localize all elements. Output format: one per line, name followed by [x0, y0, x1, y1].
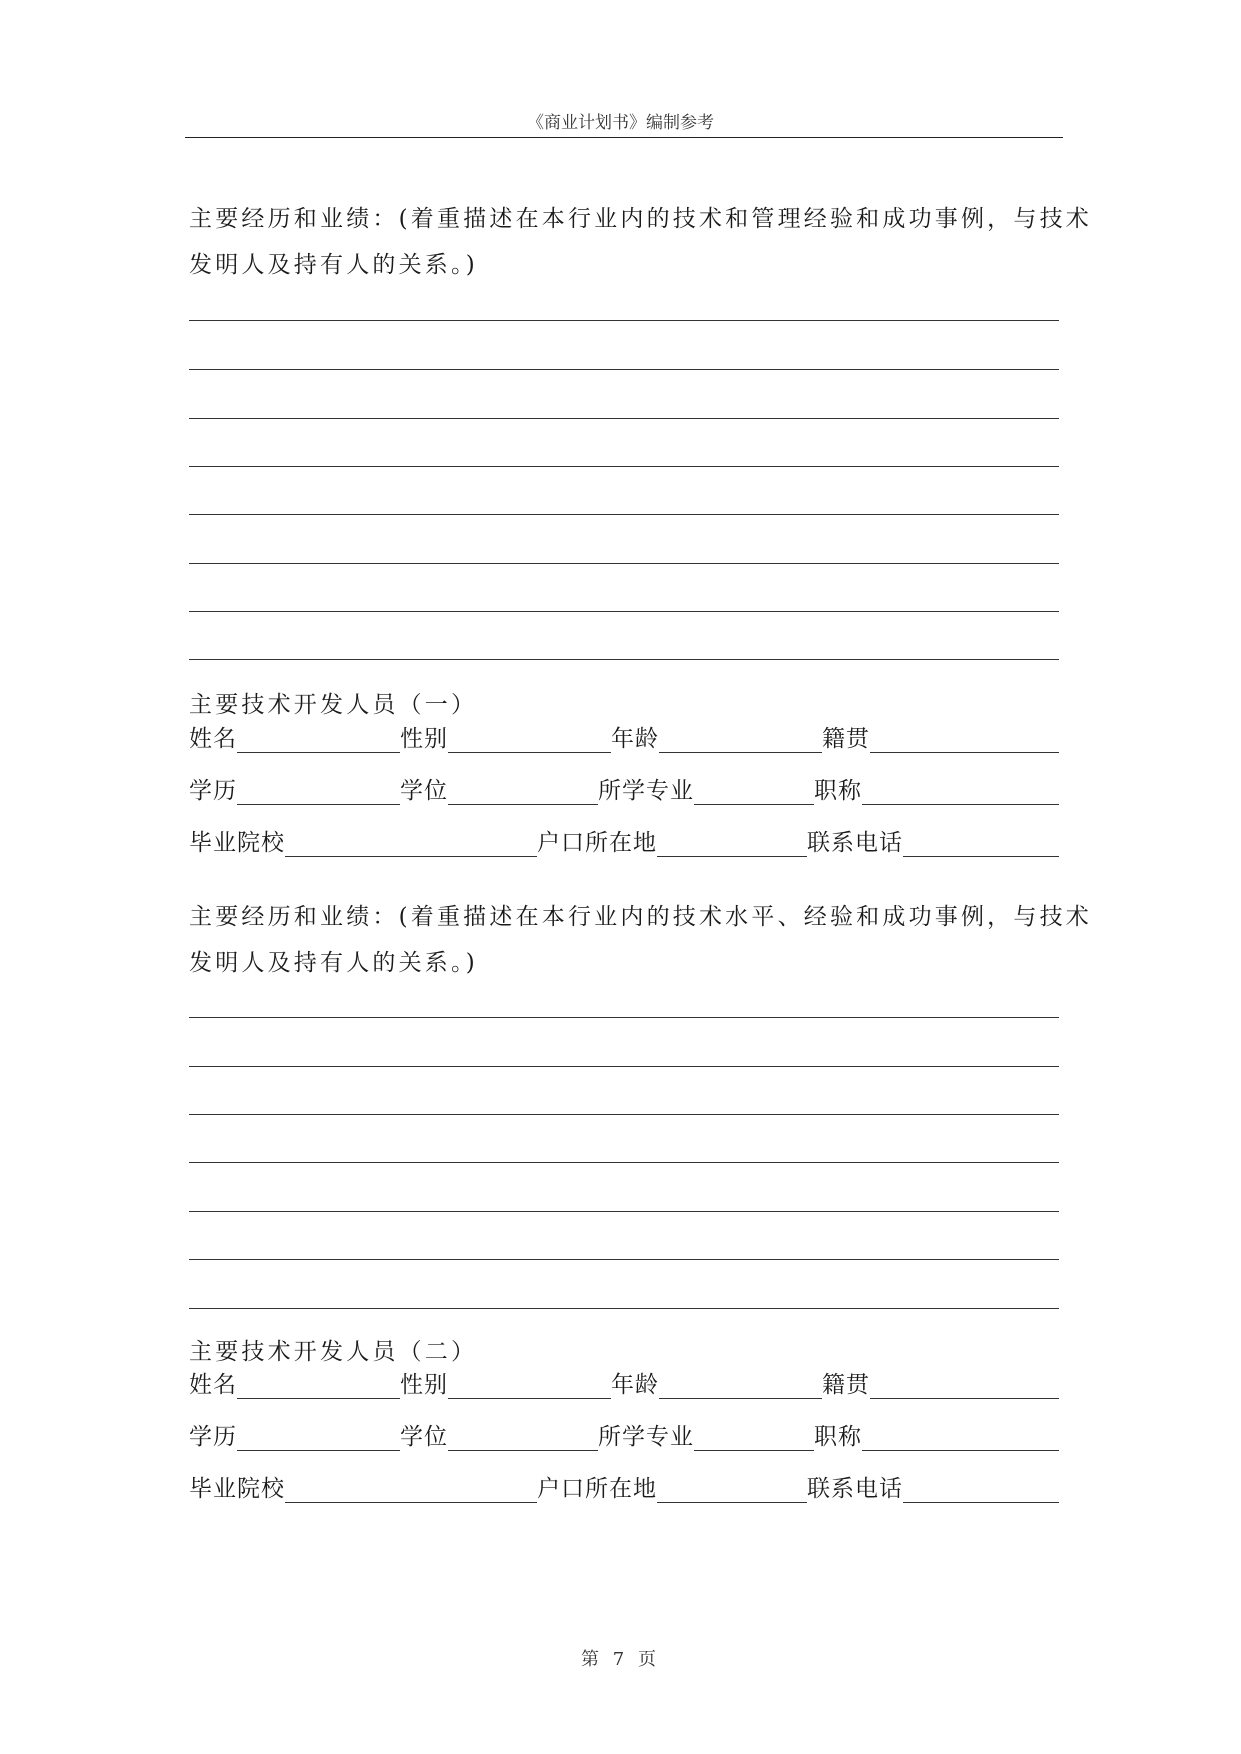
title-field[interactable] [862, 1420, 1059, 1451]
blank-writing-line[interactable] [189, 1066, 1059, 1067]
header-divider [185, 137, 1063, 138]
blank-writing-line[interactable] [189, 418, 1059, 419]
degree-field[interactable] [448, 1420, 598, 1451]
blank-writing-line[interactable] [189, 563, 1059, 564]
label-gender: 性别 [400, 726, 448, 752]
blank-writing-line[interactable] [189, 659, 1059, 660]
origin-field[interactable] [870, 1368, 1059, 1399]
label-major: 所学专业 [598, 778, 694, 804]
label-school: 毕业院校 [189, 830, 285, 856]
label-education: 学历 [189, 778, 237, 804]
dev1-heading: 主要技术开发人员（一） [189, 692, 478, 718]
major-field[interactable] [694, 1420, 814, 1451]
blank-writing-line[interactable] [189, 1114, 1059, 1115]
age-field[interactable] [659, 722, 822, 753]
label-degree: 学位 [400, 1424, 448, 1450]
education-field[interactable] [237, 1420, 400, 1451]
label-phone: 联系电话 [807, 1476, 903, 1502]
label-major: 所学专业 [598, 1424, 694, 1450]
phone-field[interactable] [903, 826, 1059, 857]
label-gender: 性别 [400, 1372, 448, 1398]
blank-writing-line[interactable] [189, 1162, 1059, 1163]
title-field[interactable] [862, 774, 1059, 805]
label-phone: 联系电话 [807, 830, 903, 856]
label-name: 姓名 [189, 726, 237, 752]
hukou-field[interactable] [657, 1472, 807, 1503]
school-field[interactable] [285, 1472, 537, 1503]
label-name: 姓名 [189, 1372, 237, 1398]
blank-writing-line[interactable] [189, 1308, 1059, 1309]
label-hukou: 户口所在地 [537, 1476, 657, 1502]
label-age: 年龄 [611, 1372, 659, 1398]
dev1-experience-line1: 主要经历和业绩：(着重描述在本行业内的技术水平、经验和成功事例，与技术 [189, 904, 1092, 930]
age-field[interactable] [659, 1368, 822, 1399]
blank-writing-line[interactable] [189, 1211, 1059, 1212]
dev1-experience-line2: 发明人及持有人的关系。) [189, 950, 478, 976]
education-field[interactable] [237, 774, 400, 805]
blank-writing-line[interactable] [189, 369, 1059, 370]
blank-writing-line[interactable] [189, 1017, 1059, 1018]
gender-field[interactable] [448, 1368, 611, 1399]
label-age: 年龄 [611, 726, 659, 752]
dev1-row-contact [189, 823, 1059, 857]
origin-field[interactable] [870, 722, 1059, 753]
page-header-title: 《商业计划书》编制参考 [527, 113, 714, 133]
hukou-field[interactable] [657, 826, 807, 857]
label-education: 学历 [189, 1424, 237, 1450]
school-field[interactable] [285, 826, 537, 857]
blank-writing-line[interactable] [189, 611, 1059, 612]
blank-writing-line[interactable] [189, 1259, 1059, 1260]
dev1-row-education [189, 771, 1059, 805]
name-field[interactable] [237, 722, 400, 753]
phone-field[interactable] [903, 1472, 1059, 1503]
experience-prompt-line2: 发明人及持有人的关系。) [189, 252, 478, 278]
blank-writing-line[interactable] [189, 514, 1059, 515]
dev2-heading: 主要技术开发人员（二） [189, 1339, 478, 1365]
gender-field[interactable] [448, 722, 611, 753]
experience-prompt-line1: 主要经历和业绩：(着重描述在本行业内的技术和管理经验和成功事例，与技术 [189, 206, 1092, 232]
blank-writing-line[interactable] [189, 466, 1059, 467]
label-title: 职称 [814, 1424, 862, 1450]
label-title: 职称 [814, 778, 862, 804]
label-origin: 籍贯 [822, 1372, 870, 1398]
page-number: 第 7 页 [581, 1649, 660, 1670]
label-degree: 学位 [400, 778, 448, 804]
label-school: 毕业院校 [189, 1476, 285, 1502]
degree-field[interactable] [448, 774, 598, 805]
dev2-row-basic [189, 1365, 1059, 1399]
dev2-row-contact [189, 1469, 1059, 1503]
name-field[interactable] [237, 1368, 400, 1399]
label-hukou: 户口所在地 [537, 830, 657, 856]
blank-writing-line[interactable] [189, 320, 1059, 321]
label-origin: 籍贯 [822, 726, 870, 752]
major-field[interactable] [694, 774, 814, 805]
dev1-row-basic [189, 719, 1059, 753]
dev2-row-education [189, 1417, 1059, 1451]
